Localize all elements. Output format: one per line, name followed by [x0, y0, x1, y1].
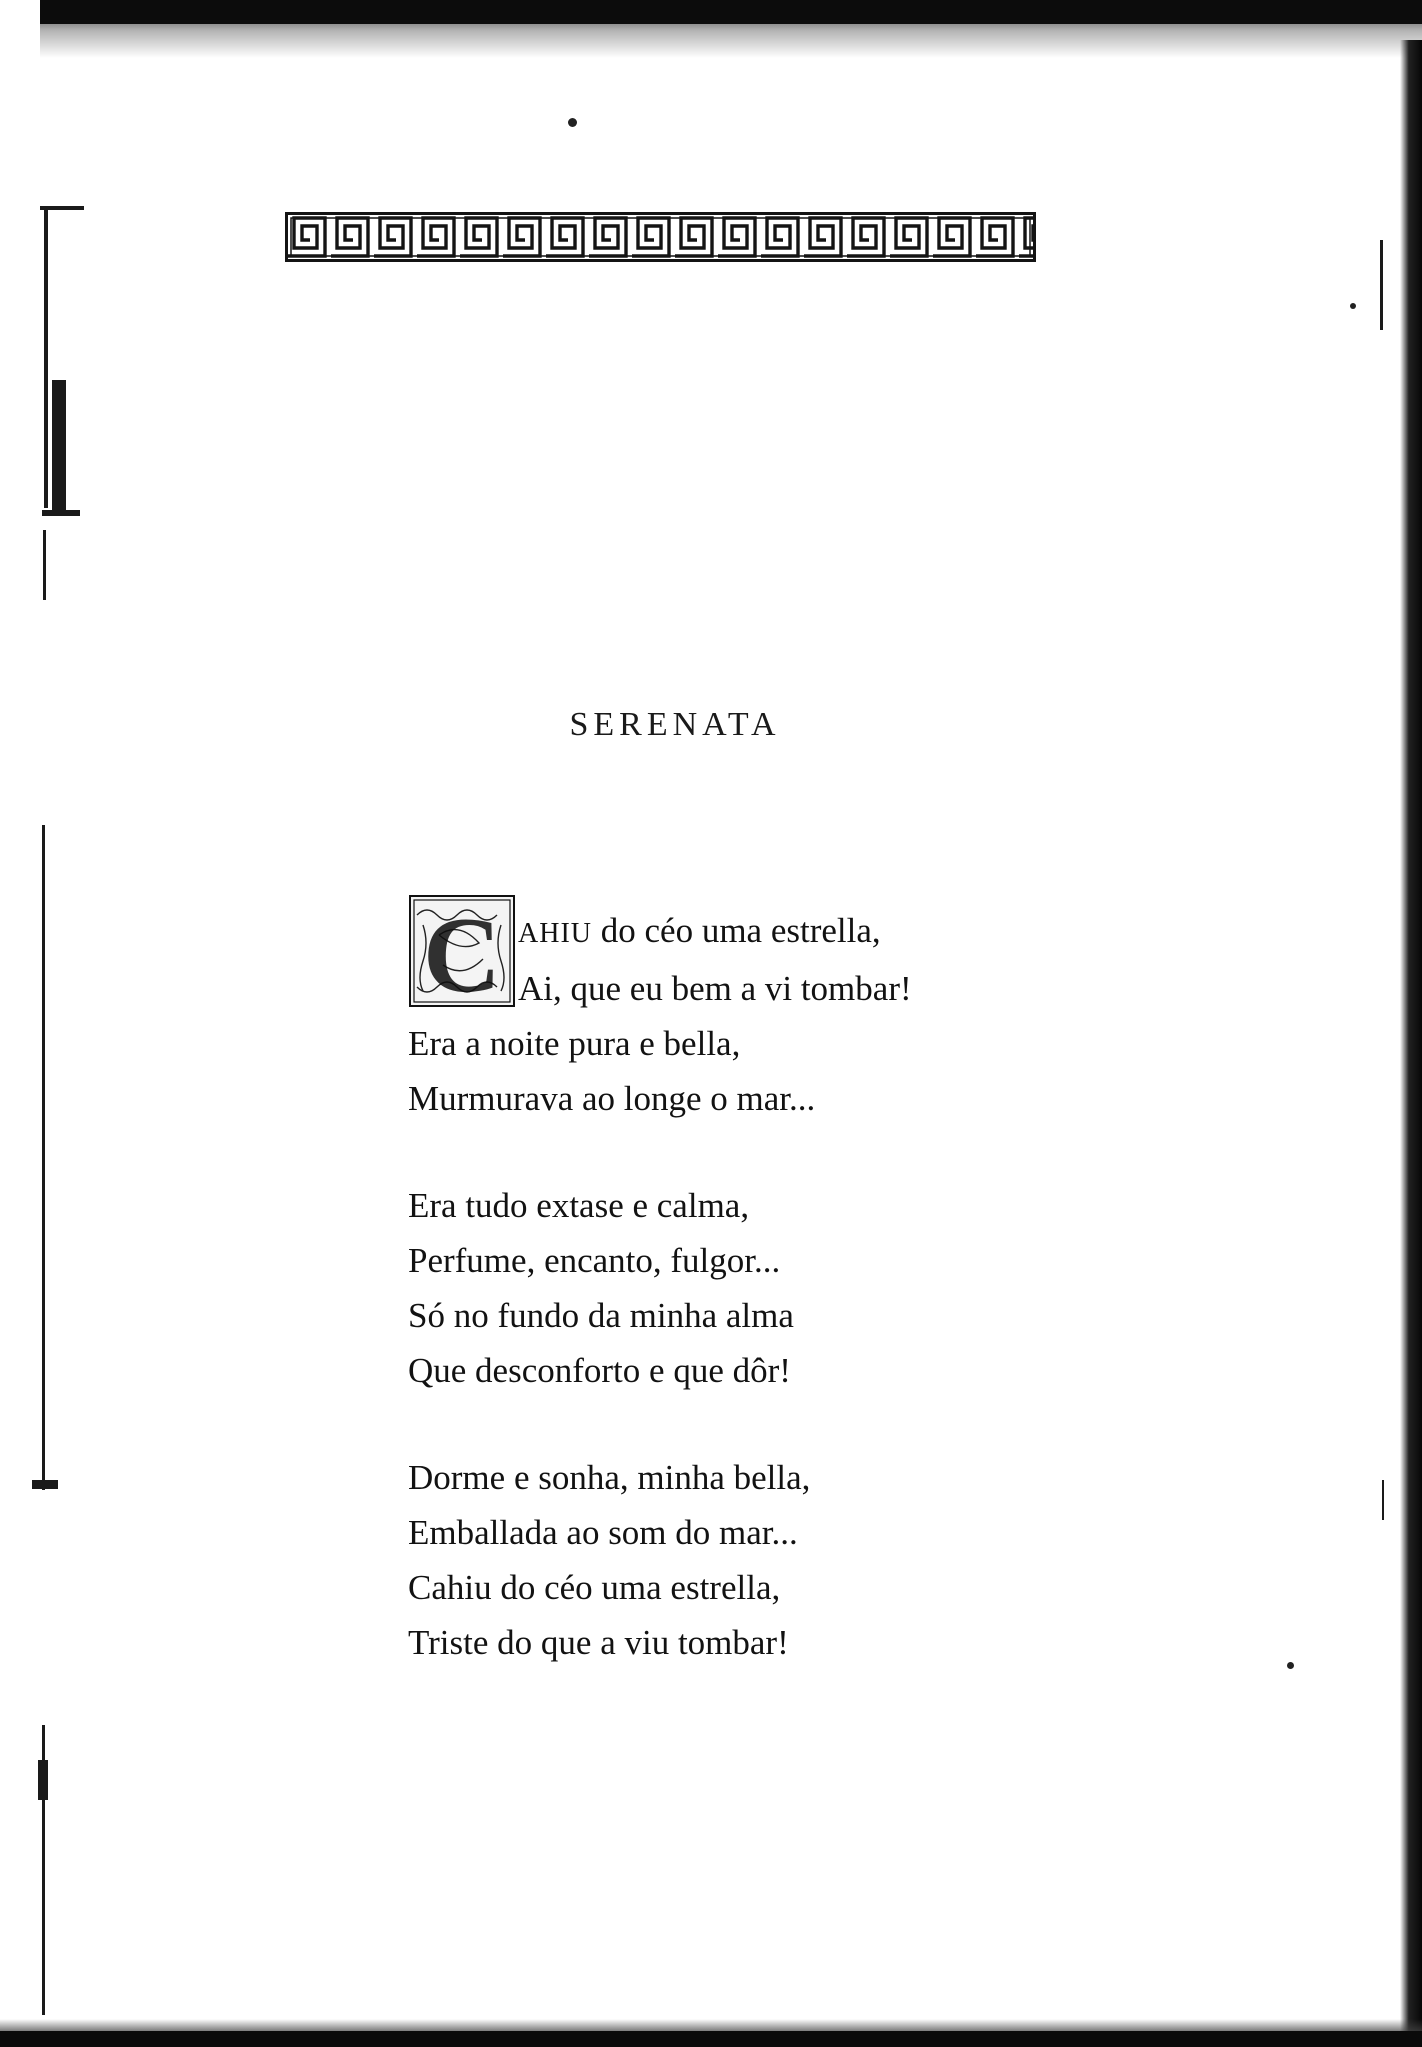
poem-line: Emballada ao som do mar...: [408, 1513, 798, 1552]
left-margin-mark: [32, 1480, 58, 1489]
speck: [1287, 1662, 1294, 1669]
speck: [1350, 303, 1356, 309]
right-margin-mark: [1380, 240, 1383, 330]
first-word-smallcaps: AHIU: [518, 918, 592, 949]
scan-shadow-top: [40, 24, 1422, 58]
chapter-title: SERENATA: [569, 706, 781, 743]
poem-line: [408, 903, 1208, 961]
poem-line: Dorme e sonha, minha bella,: [408, 1458, 811, 1497]
stanza: [408, 903, 1208, 1126]
poem-line: Triste do que a viu tombar!: [408, 1623, 789, 1662]
greek-key-ornament: [285, 212, 1036, 262]
poem-line: Cahiu do céo uma estrella,: [408, 1568, 781, 1607]
left-margin-mark: [42, 825, 45, 1490]
scan-edge-top: [40, 0, 1422, 24]
poem-line: Só no fundo da minha alma: [408, 1296, 794, 1335]
poem-line: Que desconforto e que dôr!: [408, 1351, 791, 1390]
right-margin-mark: [1382, 1480, 1384, 1520]
poem-line: Era tudo extase e calma,: [408, 1186, 750, 1225]
left-margin-mark: [44, 208, 48, 508]
scan-shadow-bottom: [0, 2019, 1422, 2031]
poem-line: Ai, que eu bem a vi tombar!: [518, 969, 912, 1008]
drop-cap-letter: C: [423, 896, 501, 1007]
stanza: [408, 1178, 1208, 1398]
left-margin-mark: [52, 380, 66, 510]
left-margin-mark: [38, 1760, 48, 1800]
poem-line: Perfume, encanto, fulgor...: [408, 1241, 781, 1280]
poem-line: Murmurava ao longe o mar...: [408, 1079, 816, 1118]
poem-body: [408, 903, 1208, 1722]
poem-line: Era a noite pura e bella,: [408, 1024, 741, 1063]
stanza: [408, 1450, 1208, 1670]
speck: [568, 118, 577, 127]
left-margin-mark: [42, 510, 80, 516]
left-margin-mark: [40, 206, 84, 210]
first-line-text: do céo uma estrella,: [592, 911, 881, 950]
left-margin-mark: [43, 530, 46, 600]
scan-edge-bottom: [0, 2031, 1422, 2047]
scan-edge-right: [1400, 40, 1422, 2040]
